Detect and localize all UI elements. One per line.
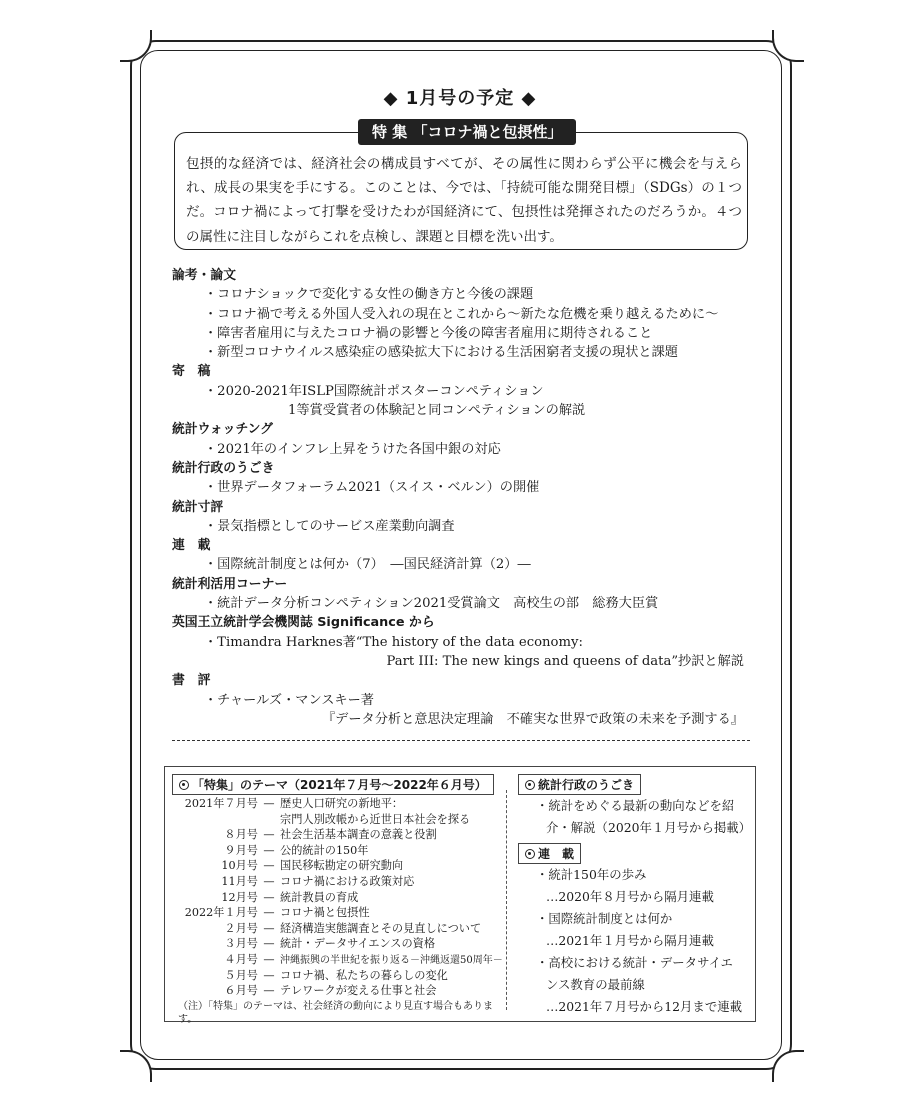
theme: コロナ禍と包摂性 [280, 906, 370, 920]
list-item: ・国際統計制度とは何か [536, 911, 673, 926]
issue-month: ４月号 [224, 952, 258, 966]
toc-item: ・障害者雇用に与えたコロナ禍の影響と今後の障害者雇用に期待されること [204, 325, 653, 341]
list-item-continued: …2020年８月号から隔月連載 [546, 889, 714, 904]
section-heading: 英国王立統計学会機関誌 Significance から [172, 615, 435, 631]
list-item [174, 905, 504, 921]
list-item [174, 968, 504, 984]
dash: — [263, 952, 275, 966]
schedule-note: （注）「特集」のテーマは、社会経済の動向により見直す場合もあります。 [178, 1000, 493, 1025]
list-item: ・統計150年の歩み [536, 867, 647, 882]
theme: 経済構造実態調査とその見直しについて [280, 921, 482, 935]
theme: 社会生活基本調査の意義と役割 [280, 828, 437, 842]
series-heading-label: 連 載 [538, 847, 575, 861]
issue-month: 11月号 [221, 874, 258, 888]
table-of-contents [172, 266, 772, 729]
toc-item-continued: Part III: The new kings and queens of data”抄訳と解説 [386, 653, 744, 669]
dash: — [263, 890, 275, 904]
section-heading: 統計行政のうごき [172, 460, 275, 476]
dash: — [263, 906, 275, 920]
issue-month: 10月号 [221, 859, 258, 873]
schedule-heading-label: 「特集」のテーマ（2021年７月号～2022年６月号） [192, 778, 487, 792]
section-heading: 統計ウォッチング [172, 422, 273, 438]
toc-item: ・Timandra Harknes著“The history of the data economy: [204, 634, 583, 650]
list-item-continued: ンス教育の最前線 [546, 977, 645, 992]
theme: 歴史人口研究の新地平： [280, 797, 404, 810]
dash: — [263, 968, 275, 982]
toc-item: ・2021年のインフレ上昇をうけた各国中銀の対応 [204, 441, 501, 457]
series-column [518, 774, 750, 1018]
list-item [174, 827, 504, 843]
toc-item: ・国際統計制度とは何か（7） ―国民経済計算（2）― [204, 557, 531, 573]
admin-heading-label: 統計行政のうごき [538, 778, 635, 792]
theme: 統計・データサイエンスの資格 [280, 937, 436, 951]
dash: — [263, 828, 275, 842]
toc-item: ・統計データ分析コンペティション2021受賞論文 高校生の部 総務大臣賞 [204, 596, 659, 612]
page-title: ◆ 1月号の予定 ◆ [383, 88, 537, 109]
issue-month: ５月号 [224, 968, 258, 982]
dash: — [263, 921, 275, 935]
issue-month: 2022年１月号 [184, 906, 258, 920]
theme: 沖縄振興の半世紀を振り返る－沖縄返還50周年－ [280, 954, 503, 966]
section-heading: 統計利活用コーナー [172, 576, 288, 592]
issue-month: ９月号 [224, 843, 258, 857]
dash: — [263, 874, 275, 888]
list-item [174, 843, 504, 859]
column-divider [506, 790, 507, 1010]
section-heading: 統計寸評 [172, 499, 224, 515]
toc-item: ・世界データフォーラム2021（スイス・ベルン）の開催 [204, 480, 540, 496]
issue-month: ２月号 [224, 921, 258, 935]
feature-description: 包摂的な経済では、経済社会の構成員すべてが、その属性に関わらず公平に機会を与えられ、成長の果実を手にする。このことは、今では、「持続可能な開発目標」（SDGs）の１つだ。コロナ禍によって打撃を受けたわが国経済にて、包摂性は発揮されたのだろうか。４つの属性に注目しながらこれを点検し、課題と目標を洗い出す。 [186, 156, 742, 245]
issue-month: ３月号 [224, 937, 258, 951]
dash: — [263, 843, 275, 857]
section-divider [172, 740, 750, 741]
schedule-heading [172, 774, 494, 795]
bullseye-icon [525, 780, 535, 790]
list-item [174, 796, 504, 812]
admin-heading [518, 774, 641, 795]
schedule-list [174, 796, 504, 1026]
toc-item: ・2020-2021年ISLP国際統計ポスターコンペティション [204, 383, 544, 399]
list-item [174, 858, 504, 874]
theme: テレワークが変える仕事と社会 [280, 984, 437, 998]
theme: 宗門人別改帳から近世日本社会を探る [280, 812, 471, 826]
list-item [174, 812, 504, 828]
feature-tag: 特 集 「コロナ禍と包摂性」 [358, 119, 576, 145]
list-item [174, 952, 504, 968]
theme: コロナ禍における政策対応 [280, 874, 415, 888]
list-item-continued: …2021年７月号から12月まで連載 [546, 999, 742, 1014]
section-heading: 寄 稿 [172, 364, 211, 380]
list-item-continued: 介・解説（2020年１月号から掲載） [546, 820, 752, 835]
toc-item: ・コロナショックで変化する女性の働き方と今後の課題 [204, 287, 534, 303]
dash: — [263, 937, 275, 951]
dash: — [263, 859, 275, 873]
list-item-continued: …2021年１月号から隔月連載 [546, 933, 714, 948]
list-item [174, 983, 504, 999]
toc-item-continued: 1等賞受賞者の体験記と同コンペティションの解説 [288, 403, 586, 419]
section-heading: 書 評 [172, 673, 211, 689]
theme: 公的統計の150年 [280, 843, 369, 857]
theme: コロナ禍、私たちの暮らしの変化 [280, 968, 448, 982]
dash: — [263, 797, 275, 810]
bullseye-icon [179, 780, 189, 790]
list-item [174, 874, 504, 890]
list-item [174, 890, 504, 906]
issue-month: ６月号 [224, 984, 258, 998]
dash: — [263, 984, 275, 998]
issue-month: ８月号 [224, 828, 258, 842]
section-heading: 論考・論文 [172, 268, 236, 283]
section-heading: 連 載 [172, 538, 211, 554]
toc-item: ・コロナ禍で考える外国人受入れの現在とこれから～新たな危機を乗り越えるために～ [204, 306, 719, 322]
bullseye-icon [525, 849, 535, 859]
list-item [174, 936, 504, 952]
toc-item: ・景気指標としてのサービス産業動向調査 [204, 518, 455, 534]
theme: 統計教員の育成 [280, 890, 359, 904]
list-item: ・統計をめぐる最新の動向などを紹 [536, 798, 735, 813]
issue-month: 12月号 [221, 890, 258, 904]
toc-item: ・チャールズ・マンスキー著 [204, 692, 374, 708]
issue-month: 2021年７月号 [184, 797, 258, 810]
toc-item-continued: 『データ分析と意思決定理論 不確実な世界で政策の未来を予測する』 [322, 711, 744, 727]
series-heading [518, 843, 581, 864]
list-item: ・高校における統計・データサイエ [536, 955, 733, 970]
toc-item: ・新型コロナウイルス感染症の感染拡大下における生活困窮者支援の現状と課題 [204, 345, 678, 361]
list-item [174, 921, 504, 937]
theme: 国民移転勘定の研究動向 [280, 859, 404, 873]
